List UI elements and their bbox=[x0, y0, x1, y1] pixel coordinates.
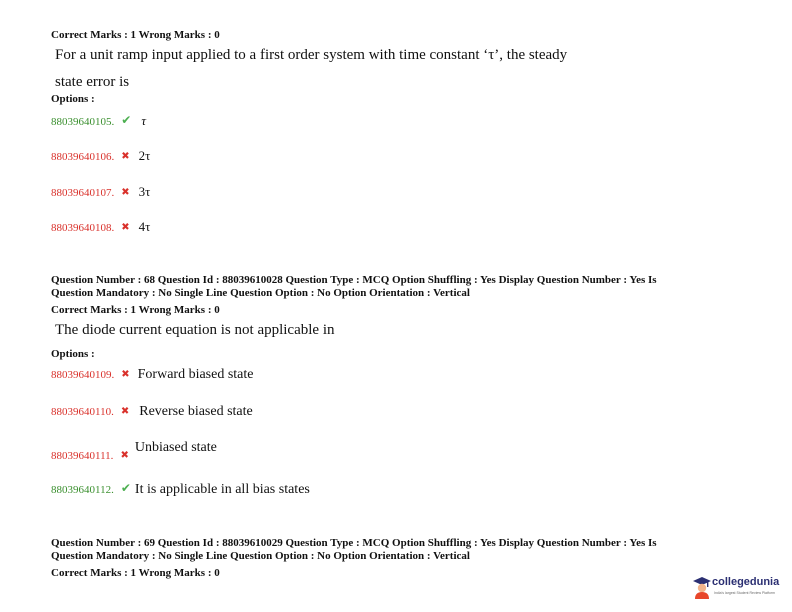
q69-header-line-1: Question Number : 69 Question Id : 88039610029 Question Type : MCQ Option Shuffling : Yes Display Question Number : Yes Is bbox=[51, 537, 657, 549]
check-icon: ✔ bbox=[121, 113, 132, 127]
q68-option-1 bbox=[51, 365, 254, 383]
option-text: Reverse biased state bbox=[139, 404, 253, 419]
q67-options-label: Options : bbox=[51, 93, 95, 105]
option-text: 4τ bbox=[138, 219, 151, 234]
logo-tagline: India's largest Student Review Platform bbox=[714, 591, 775, 595]
q67-option-4 bbox=[51, 218, 150, 236]
cross-icon: ✖ bbox=[121, 187, 130, 198]
q68-option-3 bbox=[51, 438, 217, 462]
q67-question-line-1: For a unit ramp input applied to a first order system with time constant ‘τ’, the steady bbox=[55, 47, 568, 63]
q67-question-line-2: state error is bbox=[55, 74, 130, 90]
graduate-cap-icon bbox=[692, 575, 712, 599]
option-id: 88039640111. bbox=[51, 450, 114, 462]
option-id: 88039640105. bbox=[51, 116, 115, 128]
cross-icon: ✖ bbox=[120, 450, 129, 461]
cross-icon: ✖ bbox=[120, 406, 130, 417]
q69-header-line-2: Question Mandatory : No Single Line Question Option : No Option Orientation : Vertical bbox=[51, 550, 470, 562]
option-id: 88039640108. bbox=[51, 222, 115, 234]
q68-option-2 bbox=[51, 402, 253, 420]
option-text: τ bbox=[141, 113, 146, 128]
check-icon: ✔ bbox=[120, 481, 131, 495]
option-text: Unbiased state bbox=[134, 440, 217, 455]
logo-name: collegedunia bbox=[712, 576, 780, 588]
cross-icon: ✖ bbox=[121, 151, 130, 162]
option-id: 88039640106. bbox=[51, 151, 115, 163]
option-text: It is applicable in all bias states bbox=[134, 482, 310, 497]
q67-option-2 bbox=[51, 147, 150, 165]
option-id: 88039640107. bbox=[51, 187, 115, 199]
q67-option-1 bbox=[51, 112, 146, 130]
q68-marks: Correct Marks : 1 Wrong Marks : 0 bbox=[51, 304, 220, 316]
q69-marks: Correct Marks : 1 Wrong Marks : 0 bbox=[51, 567, 220, 579]
q68-header-line-1: Question Number : 68 Question Id : 88039610028 Question Type : MCQ Option Shuffling : Yes Display Question Number : Yes Is bbox=[51, 274, 657, 286]
q68-header-line-2: Question Mandatory : No Single Line Question Option : No Option Orientation : Vertical bbox=[51, 287, 470, 299]
q67-option-3 bbox=[51, 183, 150, 201]
option-id: 88039640109. bbox=[51, 369, 115, 381]
collegedunia-logo bbox=[692, 572, 788, 602]
q68-option-4 bbox=[51, 480, 310, 498]
cross-icon: ✖ bbox=[121, 222, 130, 233]
cross-icon: ✖ bbox=[121, 369, 130, 380]
option-text: 2τ bbox=[138, 148, 151, 163]
option-text: 3τ bbox=[138, 184, 151, 199]
option-id: 88039640112. bbox=[51, 484, 114, 496]
q68-options-label: Options : bbox=[51, 348, 95, 360]
option-id: 88039640110. bbox=[51, 406, 114, 418]
q67-marks: Correct Marks : 1 Wrong Marks : 0 bbox=[51, 29, 220, 41]
option-text: Forward biased state bbox=[137, 367, 254, 382]
q68-question-text: The diode current equation is not applicable in bbox=[55, 322, 335, 338]
